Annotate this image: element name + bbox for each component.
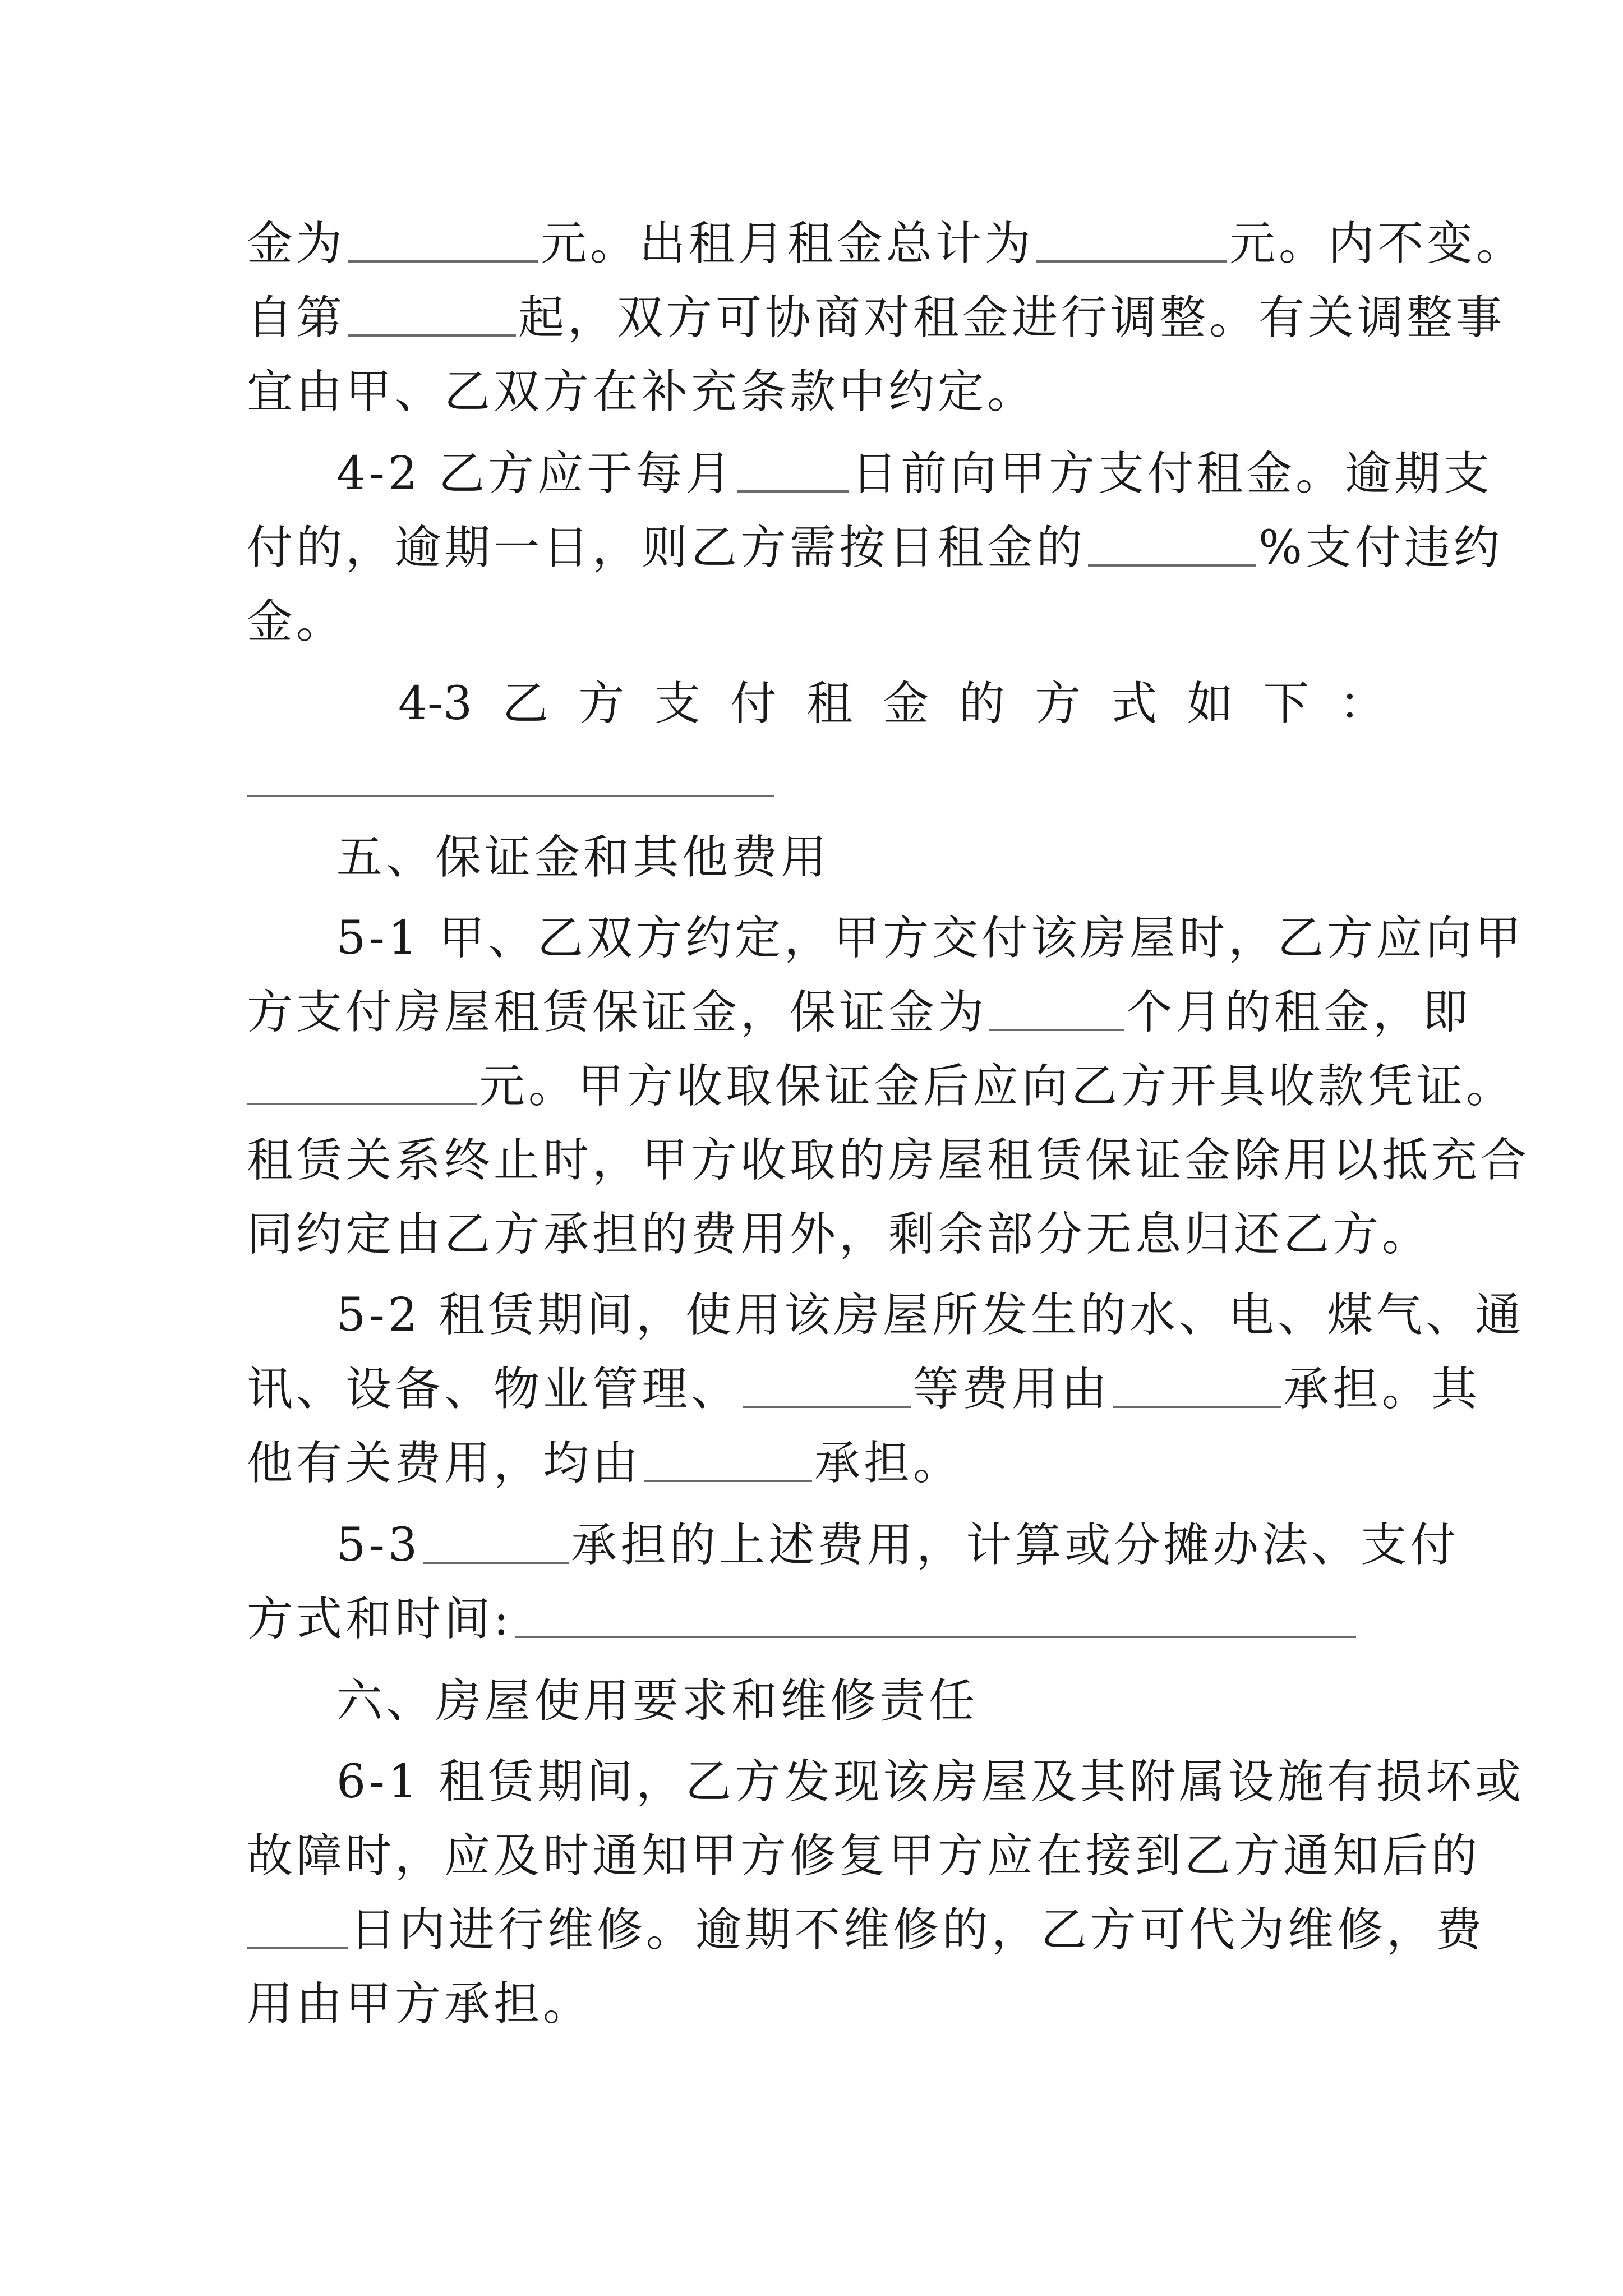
text-line [336, 1515, 1459, 1576]
text-line [247, 1589, 1358, 1650]
text-line [247, 1056, 1515, 1117]
fill-blank-line [247, 795, 774, 797]
text-line [336, 908, 1524, 969]
section-heading [336, 827, 830, 889]
text: 承担。 [814, 1437, 963, 1490]
text-line [247, 361, 1036, 423]
text: ： [1339, 677, 1385, 730]
text: 五、保证金和其他费用 [336, 831, 831, 884]
text: 4-3 [398, 677, 473, 730]
text-line [247, 591, 345, 653]
fill-blank [989, 1029, 1124, 1031]
text: 个月的租金，即 [1126, 986, 1472, 1039]
text: 日前向甲方支付租金。逾期支 [851, 447, 1493, 500]
fill-blank [247, 1103, 477, 1105]
fill-blank [1088, 564, 1256, 567]
text: 元。甲方收取保证金后应向乙方开具收款凭证。 [479, 1060, 1516, 1113]
fill-blank [247, 1947, 348, 1949]
text: 方式和时间: [247, 1593, 513, 1646]
text: %支付违约 [1258, 521, 1503, 574]
text: 金 [882, 677, 929, 730]
text: 4-2 乙方应于每月 [336, 447, 735, 500]
text-line [247, 1204, 1431, 1266]
text: 如 [1187, 677, 1233, 730]
text: 他有关费用，均由 [247, 1437, 642, 1490]
section-heading [336, 1671, 978, 1732]
text: 租 [806, 677, 853, 730]
text-line [247, 287, 1505, 349]
text-line [247, 1433, 962, 1494]
fill-blank [1113, 1406, 1281, 1408]
text: 付的，逾期一日，则乙方需按日租金的 [247, 521, 1086, 574]
text-line [247, 1825, 1481, 1887]
fill-blank [743, 1406, 911, 1408]
text: 付 [730, 677, 777, 730]
text: 元。出租月租金总计为 [541, 217, 1035, 270]
text-line [336, 1285, 1524, 1346]
fill-blank [348, 334, 516, 337]
text: 5-3 [336, 1519, 421, 1572]
text: 下 [1263, 677, 1310, 730]
fill-blank [1036, 260, 1227, 263]
text: 6-1 租赁期间，乙方发现该房屋及其附属设施有损坏或 [336, 1755, 1525, 1809]
text-line [247, 1973, 592, 2035]
fill-blank [737, 490, 849, 493]
text: 承担的上述费用，计算或分摊办法、支付 [571, 1519, 1460, 1572]
text: 的 [958, 677, 1005, 730]
text: 自第 [247, 291, 346, 344]
text: 承担。其 [1283, 1363, 1481, 1416]
text-line-justified [398, 673, 1385, 735]
text: 方 [1035, 677, 1081, 730]
text: 同约定由乙方承担的费用外，剩余部分无息归还乙方。 [247, 1208, 1432, 1261]
text: 元。内不变。 [1229, 217, 1526, 270]
text: 讯、设备、物业管理、 [247, 1363, 741, 1416]
fill-blank [515, 1636, 1356, 1638]
text: 故障时，应及时通知甲方修复甲方应在接到乙方通知后的 [247, 1829, 1481, 1883]
text-line [336, 443, 1493, 505]
text-line [247, 517, 1503, 579]
text-line [247, 982, 1472, 1043]
fill-blank [423, 1562, 569, 1564]
text: 5-2 租赁期间，使用该房屋所发生的水、电、煤气、通 [336, 1289, 1525, 1342]
text: 乙 [502, 677, 548, 730]
text: 5-1 甲、乙双方约定，甲方交付该房屋时，乙方应向甲 [336, 912, 1525, 965]
text-line [247, 1130, 1530, 1191]
text: 方支付房屋租赁保证金，保证金为 [247, 986, 988, 1039]
fill-blank [348, 260, 538, 263]
fill-blank [644, 1480, 812, 1482]
text: 六、房屋使用要求和维修责任 [336, 1674, 979, 1728]
text: 方 [578, 677, 625, 730]
text: 金为 [247, 217, 346, 270]
text: 日内进行维修。逾期不维修的，乙方可代为维修，费 [350, 1903, 1486, 1957]
text-line [247, 1899, 1485, 1961]
text: 宜由甲、乙双方在补充条款中约定。 [247, 365, 1037, 418]
text: 金。 [247, 595, 346, 648]
text: 等费用由 [913, 1363, 1111, 1416]
text: 用由甲方承担。 [247, 1977, 593, 2031]
text: 式 [1110, 677, 1157, 730]
text-line [247, 1359, 1481, 1420]
text-line [336, 1751, 1524, 1813]
text: 起，双方可协商对租金进行调整。有关调整事 [518, 291, 1506, 344]
text-line [247, 213, 1525, 275]
text: 支 [654, 677, 701, 730]
text: 租赁关系终止时，甲方收取的房屋租赁保证金除用以抵充合 [247, 1134, 1530, 1187]
